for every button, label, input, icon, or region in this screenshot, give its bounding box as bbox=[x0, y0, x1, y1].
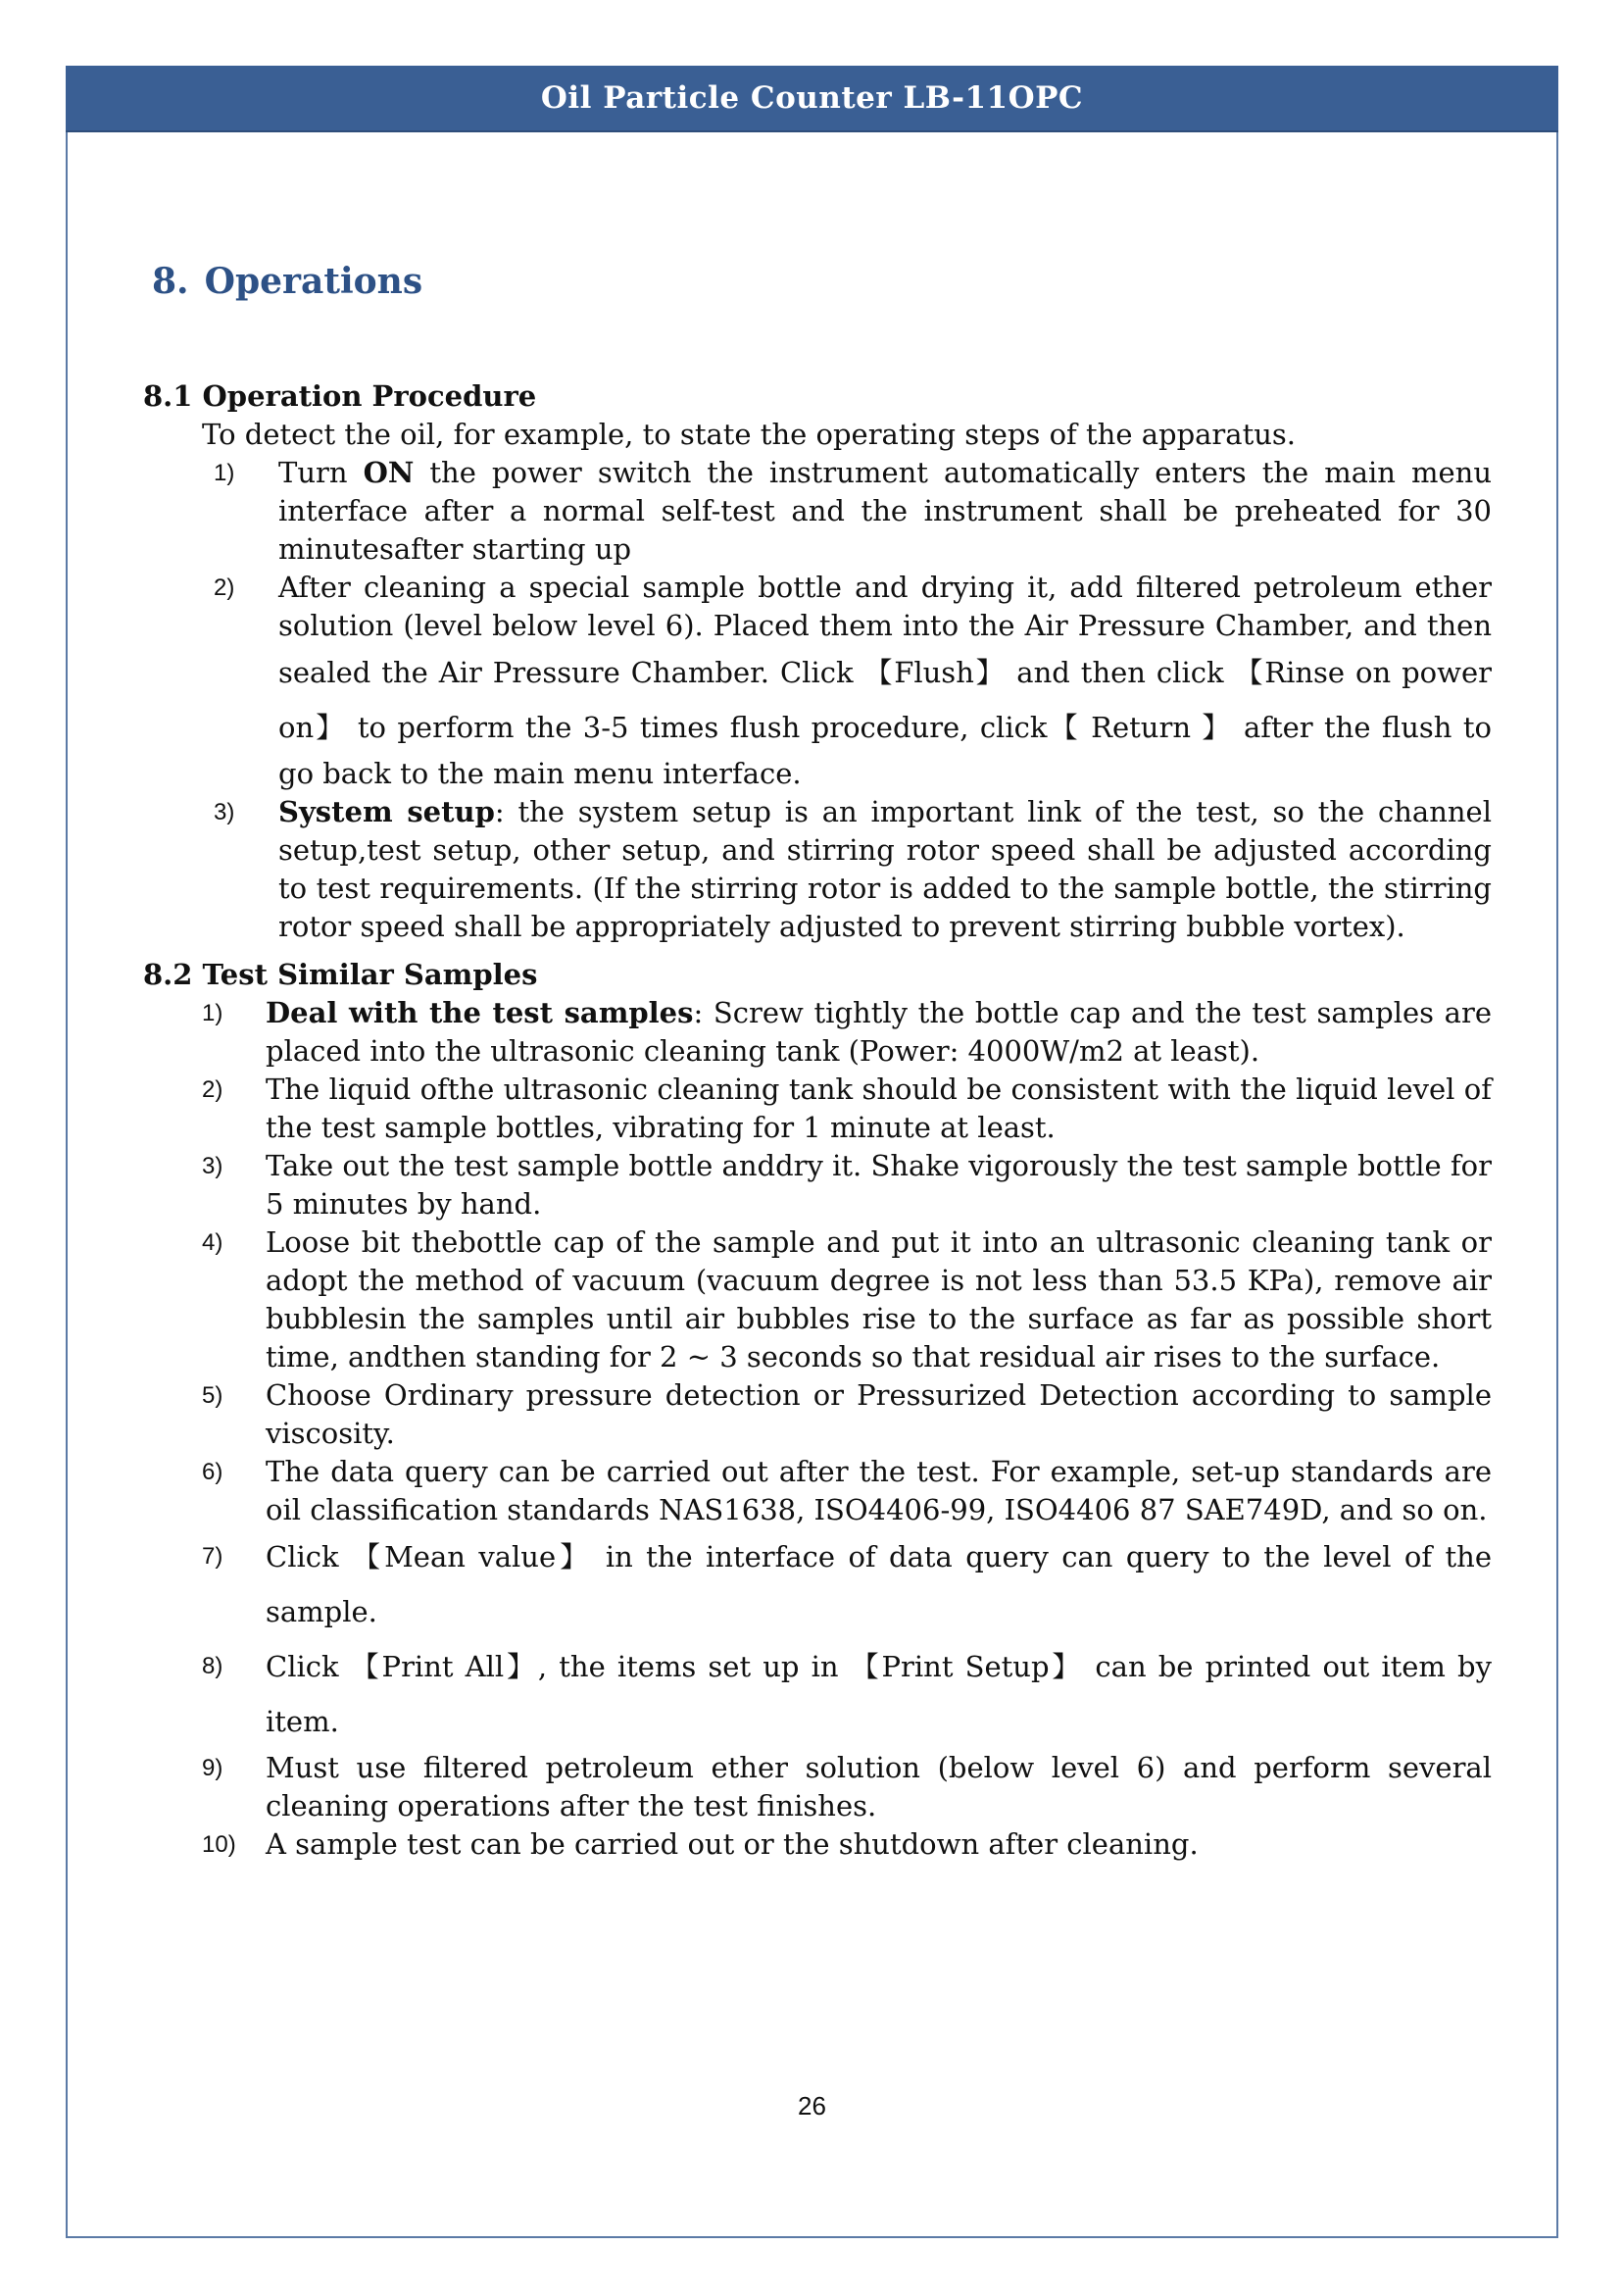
item-bold-text: Deal with the test samples bbox=[266, 996, 694, 1029]
list-item bbox=[143, 1376, 1492, 1453]
list-item bbox=[143, 1071, 1492, 1147]
item-text: Turn bbox=[278, 456, 364, 489]
list-item bbox=[143, 1639, 1492, 1749]
list-marker: 2) bbox=[202, 1076, 223, 1103]
content bbox=[143, 377, 1492, 1864]
list-marker: 8) bbox=[202, 1653, 223, 1679]
list-marker: 2) bbox=[214, 574, 235, 601]
header-title: Oil Particle Counter LB-11OPC bbox=[540, 80, 1084, 116]
intro-text: To detect the oil, for example, to state the operating steps of the apparatus. bbox=[202, 418, 1297, 451]
section-number: 8. bbox=[152, 261, 189, 302]
item-text: The liquid ofthe ultrasonic cleaning tank should be consistent with the liquid level of the test sample bottles, vibrating for 1 minute at least. bbox=[266, 1073, 1492, 1144]
list-item bbox=[143, 1749, 1492, 1825]
list-item bbox=[143, 569, 1492, 793]
list-marker: 1) bbox=[202, 1000, 223, 1026]
list-item bbox=[143, 793, 1492, 946]
item-text: the power switch the instrument automatically enters the main menu interface after a normal self-test and the instrument shall be preheated for 30 minutesafter starting up bbox=[278, 456, 1492, 566]
item-text: Choose Ordinary pressure detection or Pressurized Detection according to sample viscosity. bbox=[266, 1378, 1492, 1450]
section-title-text: Operations bbox=[204, 261, 423, 302]
list-marker: 6) bbox=[202, 1459, 223, 1485]
list-marker: 7) bbox=[202, 1543, 223, 1570]
item-text: go back to the main menu interface. bbox=[278, 757, 802, 790]
list-item bbox=[143, 1223, 1492, 1376]
list-marker: 1) bbox=[214, 460, 235, 486]
page-number: 26 bbox=[798, 2091, 826, 2121]
list-marker: 4) bbox=[202, 1229, 223, 1256]
list-item bbox=[143, 994, 1492, 1071]
item-text: Must use filtered petroleum ether solution (below level 6) and perform several cleaning operations after the test finishes. bbox=[266, 1751, 1492, 1822]
list-marker: 10) bbox=[202, 1831, 236, 1858]
item-text: : the system setup is an important link of the test, so the channel setup,test setup, other setup, and stirring rotor speed shall be adjusted according to test requirements. (If the stirring rotor is added to the sample bottle, the stirring rotor speed shall be appropriately adjusted to prevent stirring bubble vortex). bbox=[278, 795, 1492, 943]
item-text: The data query can be carried out after the test. For example, set-up standards are oil classification standards NAS1638, ISO4406-99, ISO4406 87 SAE749D, and so on. bbox=[266, 1455, 1492, 1526]
list-item bbox=[143, 1825, 1492, 1864]
list-marker: 5) bbox=[202, 1382, 223, 1409]
header-bar bbox=[66, 66, 1558, 132]
list-item bbox=[143, 1529, 1492, 1639]
list-item bbox=[143, 1453, 1492, 1529]
item-text: Take out the test sample bottle anddry it. Shake vigorously the test sample bottle for 5 minutes by hand. bbox=[266, 1149, 1492, 1221]
item-text: Click 【Mean value】 in the interface of data query can query to the level of the sample. bbox=[266, 1540, 1492, 1628]
item-bold-text: System setup bbox=[278, 795, 495, 828]
item-text: Click 【Print All】, the items set up in 【Print Setup】 can be printed out item by item. bbox=[266, 1650, 1492, 1738]
item-bold-text: ON bbox=[363, 456, 415, 489]
item-text: After cleaning a special sample bottle and drying it, add filtered petroleum ether solution (level below level 6). Placed them into the Air Pressure Chamber, and then bbox=[278, 571, 1492, 642]
list-marker: 9) bbox=[202, 1755, 223, 1781]
item-text: : Screw tightly the bottle cap and the test samples are placed into the ultrasonic cleaning tank (Power: 4000W/m2 at least). bbox=[266, 996, 1492, 1068]
list-item bbox=[143, 1147, 1492, 1223]
subsection-heading-8-2: 8.2 Test Similar Samples bbox=[143, 958, 538, 991]
subsection-heading-8-1: 8.1 Operation Procedure bbox=[143, 379, 537, 413]
test-samples-list bbox=[143, 994, 1492, 1864]
list-marker: 3) bbox=[202, 1153, 223, 1179]
item-text: sealed the Air Pressure Chamber. Click 【Flush】 and then click 【Rinse on power on】 to perform the 3-5 times flush procedure, click【 Return 】 after the flush to bbox=[278, 656, 1492, 744]
list-marker: 3) bbox=[214, 799, 235, 825]
list-item bbox=[143, 454, 1492, 569]
item-text: Loose bit thebottle cap of the sample and put it into an ultrasonic cleaning tank or adopt the method of vacuum (vacuum degree is not less than 53.5 KPa), remove air bubblesin the samples until air bubbles rise to the surface as far as possible short time, andthen standing for 2 ~ 3 seconds so that residual air rises to the surface. bbox=[266, 1225, 1492, 1373]
operation-procedure-list bbox=[143, 454, 1492, 946]
item-text: A sample test can be carried out or the shutdown after cleaning. bbox=[266, 1827, 1199, 1861]
section-title bbox=[152, 261, 422, 302]
